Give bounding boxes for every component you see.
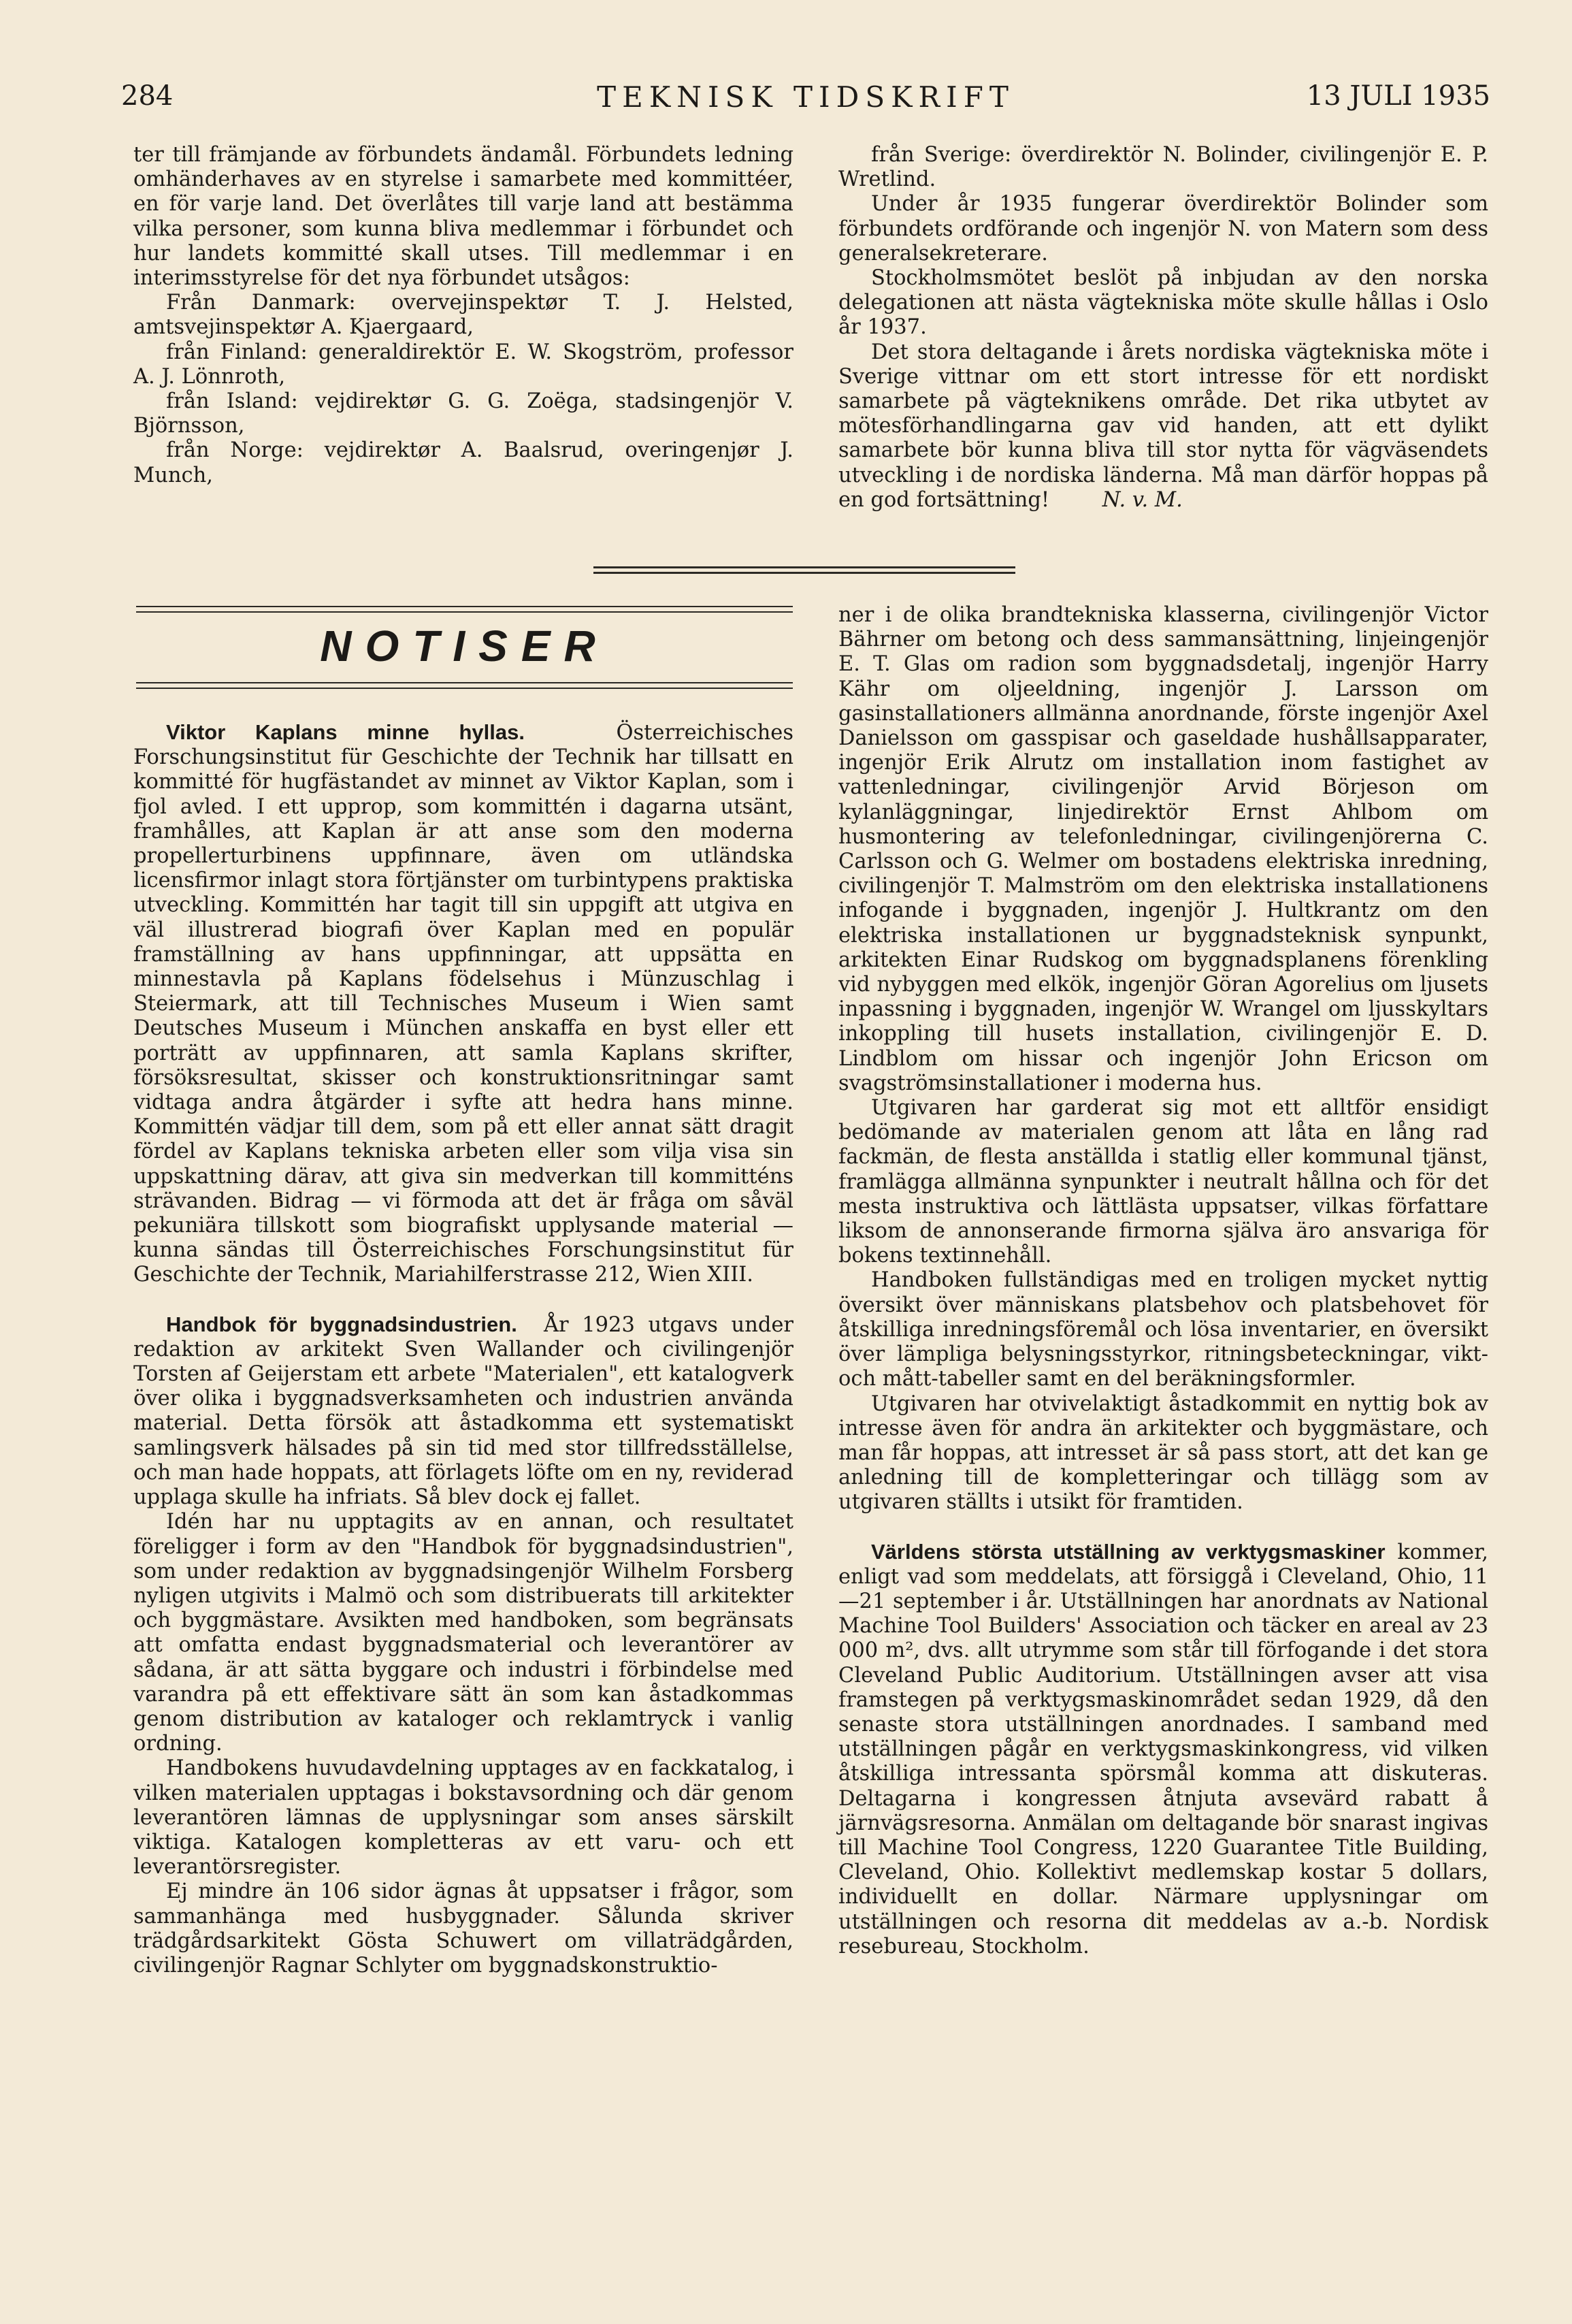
issue-date: 13 JULI 1935	[1306, 80, 1490, 112]
paragraph: Utgivaren har garderat sig mot ett alltför ensidigt bedömande av materialen genom att låta en lång rad fackmän, de flesta anställda i statlig eller kommunal tjänst, framlägga allmänna synpunkter i neutralt hållna och för det mesta instruktiva och lättlästa uppsatser, vilkas författare liksom de annonserande firmorna själva äro ansvariga för bokens textinnehåll.	[838, 1096, 1488, 1268]
page-header	[121, 80, 1490, 128]
article-continuation-paragraph: ter till främjande av förbundets ändamål. Förbundets ledning omhänderhaves av en styrelse i samarbete med kommittéer, en för varje land. Det överlåtes till varje land att bestämma vilka personer, som kunna bliva medlemmar i förbundet och hur landets kommitté skall utses. Till medlemmar i en interimsstyrelse för det nya förbundet utsågos:	[133, 143, 793, 291]
paragraph: Under år 1935 fungerar överdirektör Bolinder som förbundets ordförande och ingenjör N. von Matern som dess generalsekreterare.	[838, 192, 1488, 265]
article-body: Österreichisches Forschungsinstitut für Geschichte der Technik har tillsatt en kommitté för hugfästandet av minnet av Viktor Kaplan, som i fjol avled. I ett upprop, som kommittén i dagarna utsänt, framhålles, att Kaplan är att anse som den moderna propellerturbinens uppfinnare, även om utländska licensfirmor inlagt stora förtjänster om turbintypens praktiska utveckling. Kommittén har tagit till sin uppgift att utgiva en väl illustrerad biografi över Kaplan med en populär framställning av hans uppfinningar, att uppsätta en minnestavla på Kaplans födelsehus i Münzuschlag i Steiermark, att till Technisches Museum i Wien samt Deutsches Museum i München anskaffa en byst eller ett porträtt av uppfinnaren, att samla Kaplans skrifter, försöksresultat, skisser och konstruktionsritningar samt vidtaga andra åtgärder i syfte att hedra hans minne. Kommittén vädjar till dem, som på ett eller annat sätt dragit fördel av Kaplans tekniska arbeten eller som vilja visa sin uppskattning därav, att giva sin medverkan till kommitténs strävanden. Bidrag — vi förmoda att det är fråga om såväl pekuniära tillskott som biografiskt upplysande material — kunna sändas till Österreichisches Forschungsinstitut für Geschichte der Technik, Mariahilferstrasse 212, Wien XIII.	[133, 721, 793, 1287]
spacer	[133, 1288, 793, 1312]
paragraph: från Sverige: överdirektör N. Bolinder, civilingenjör E. P. Wretlind.	[838, 143, 1488, 192]
section-divider	[593, 572, 1015, 574]
rule	[136, 682, 793, 683]
paragraph: Stockholmsmötet beslöt på inbjudan av den norska delegationen att nästa vägtekniska möte skulle hållas i Oslo år 1937.	[838, 266, 1488, 340]
closing-paragraph-text: Det stora deltagande i årets nordiska vägtekniska möte i Sverige vittnar om ett stort intresse för ett nordiskt samarbete på vägteknikens område. Det rika utbytet av mötesförhandlingarna gav vid handen, att ett dylikt samarbete bör kunna bliva till stor nytta för vägväsendets utveckling i de nordiska länderna. Må man därför hoppas på en god fortsättning!	[838, 340, 1488, 512]
author-signature: N. v. M.	[1102, 487, 1183, 512]
article-heading: Världens största utställning av verktygsmaskiner	[871, 1539, 1386, 1564]
member-list	[133, 291, 793, 488]
notiser-heading-box	[136, 606, 793, 701]
top-left-column	[133, 143, 793, 488]
section-divider	[593, 566, 1015, 568]
rule	[136, 606, 793, 607]
article-kaplan	[133, 720, 793, 1288]
top-right-column	[838, 143, 1488, 513]
rule	[136, 688, 793, 689]
bottom-right-column	[838, 603, 1488, 1959]
journal-title: TEKNISK TIDSKRIFT	[597, 80, 1015, 114]
article-body: kommer, enligt vad som meddelats, att försiggå i Cleveland, Ohio, 11—21 september i år. Utställningen har anordnats av National Machine Tool Builders' Association och täcker en areal av 23 000 m², dvs. allt utrymme som står till förfogande i det stora Cleveland Public Auditorium. Utställningen avser att visa framstegen på verktygsmaskinområdet sedan 1929, då den senaste stora utställningen anordnades. I samband med utställningen pågår en verktygsmaskinkongress, vid vilken åtskilliga intressanta spörsmål komma att diskuteras. Deltagarna i kongressen åtnjuta avsevärd rabatt å järnvägsresorna. Anmälan om deltagande bör snarast ingivas till Machine Tool Congress, 1220 Guarantee Title Building, Cleveland, Ohio. Kollektivt medlemskap kostar 5 dollars, individuellt en dollar. Närmare upplysningar om utställningen och resorna dit meddelas av a.-b. Nordisk resebureau, Stockholm.	[838, 1540, 1488, 1958]
paragraph: ner i de olika brandtekniska klasserna, civilingenjör Victor Bährner om betong och dess sammansättning, linjeingenjör E. T. Glas om radion som byggnadsdetalj, ingenjör Harry Kähr om oljeeldning, ingenjör J. Larsson om gasinstallationers allmänna anordnande, förste ingenjör Axel Danielsson om gasspisar och gaseldade hushållsapparater, ingenjör Erik Alrutz om installation inom fastighet av vattenledningar, civilingenjör Arvid Börjeson om kylanläggningar, linjedirektör Ernst Ahlbom om husmontering av telefonledningar, civilingenjörerna C. Carlsson och G. Welmer om bostadens elektriska inredning, civilingenjör T. Malmström om den elektriska installationens infogande i byggnaden, ingenjör J. Hultkrantz om den elektriska installationen ur byggnadsteknisk synpunkt, arkitekten Einar Rudskog om byggnadsplanens förenkling vid nybyggen med elkök, ingenjör Göran Agorelius om ljusets inpassning i byggnaden, ingenjör W. Wrangel om ljusskyltars inkoppling till husets installation, civilingenjör E. D. Lindblom om hissar och ingenjör John Ericson om svagströmsinstallationer i moderna hus.	[838, 603, 1488, 1095]
article-heading: Handbok för byggnadsindustrien.	[166, 1312, 517, 1336]
paragraph: Handbokens huvudavdelning upptages av en fackkatalog, i vilken materialen upptagas i bokstavsordning och där genom leverantören lämnas de upplysningar som anses särskilt viktiga. Katalogen kompletteras av ett varu- och ett leverantörsregister.	[133, 1756, 793, 1879]
paragraph: Handboken fullständigas med en troligen mycket nyttig översikt över människans platsbehov och platsbehovet för åtskilliga inredningsföremål och lösa inventarier, en översikt över lämpliga belysningsstyrkor, ritningsbeteckningar, vikt- och mått-tabeller samt en del beräkningsformler.	[838, 1268, 1488, 1391]
paragraph: Ej mindre än 106 sidor ägnas åt uppsatser i frågor, som sammanhänga med husbyggnader. Sålunda skriver trädgårdsarkitekt Gösta Schuwert om villaträdgården, civilingenjör Ragnar Schlyter om byggnadskonstruktio-	[133, 1879, 793, 1978]
member-item: från Island: vejdirektør G. G. Zoëga, stadsingenjör V. Björnsson,	[133, 389, 793, 438]
article-handbok	[133, 1312, 793, 1511]
spacer	[838, 1515, 1488, 1540]
paragraph	[838, 340, 1488, 513]
article-verktyg	[838, 1540, 1488, 1959]
member-item: från Finland: generaldirektör E. W. Skogström, professor A. J. Lönnroth,	[133, 340, 793, 389]
section-title: NOTISER	[320, 622, 609, 671]
rule	[136, 611, 793, 613]
article-body: År 1923 utgavs under redaktion av arkitekt Sven Wallander och civilingenjör Torsten af Geijerstam ett arbete "Materialen", ett katalogverk över olika i byggnadsverksamheten och industrien använda material. Detta försök att åstadkomma ett systematiskt samlingsverk hälsades på sin tid med stor tillfredsställelse, och man hade hoppats, att förlagets löfte om en ny, reviderad upplaga skulle ha infriats. Så blev dock ej fallet.	[133, 1312, 793, 1510]
page-number: 284	[121, 80, 174, 112]
member-item: från Norge: vejdirektør A. Baalsrud, overingenjør J. Munch,	[133, 438, 793, 487]
article-heading: Viktor Kaplans minne hyllas.	[166, 720, 525, 744]
paragraph: Idén har nu upptagits av en annan, och resultatet föreligger i form av den "Handbok för byggnadsindustrien", som under redaktion av byggnadsingenjör Wilhelm Forsberg nyligen utgivits i Malmö och som distribuerats till arkitekter och byggmästare. Avsikten med handboken, som begränsats att omfatta endast byggnadsmaterial och leverantörer av sådana, är att sätta byggare och industri i förbindelse med varandra på ett effektivare sätt än som kan åstadkommas genom distribution av kataloger och reklamtryck i vanlig ordning.	[133, 1510, 793, 1756]
member-item: Från Danmark: overvejinspektør T. J. Helsted, amtsvejinspektør A. Kjaergaard,	[133, 291, 793, 340]
bottom-left-column	[133, 720, 793, 1978]
paragraph: Utgivaren har otvivelaktigt åstadkommit en nyttig bok av intresse även för andra än arkitekter och byggmästare, och man får hoppas, att intresset är så pass stort, att det kan ge anledning till de kompletteringar och tillägg som av utgivaren ställts i utsikt för framtiden.	[838, 1391, 1488, 1515]
